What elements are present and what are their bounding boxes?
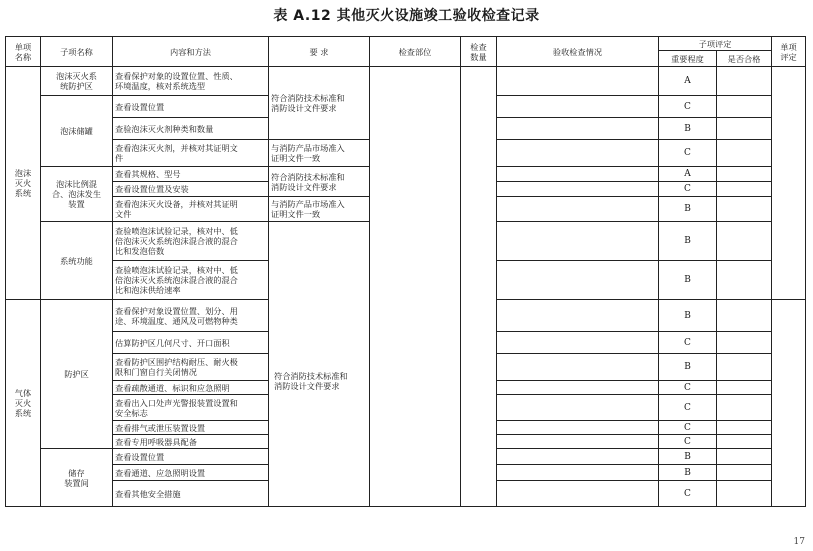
qualified-cell (717, 197, 772, 222)
importance-grade: A (659, 167, 717, 182)
header-eval-group: 子项评定 (659, 37, 772, 51)
content-cell: 查验泡沫灭火剂种类和数量 (113, 118, 269, 140)
content-cell: 查看疏散通道、标识和应急照明 (113, 381, 269, 395)
qualified-cell (717, 167, 772, 182)
qualified-cell (717, 261, 772, 300)
content-cell: 查看通道、应急照明设置 (113, 465, 269, 481)
importance-grade: B (659, 300, 717, 332)
qualified-cell (717, 332, 772, 354)
qualified-cell (717, 435, 772, 449)
situation-cell (497, 395, 659, 421)
inspection-record-table (5, 36, 806, 507)
content-cell: 查验喷泡沫试验记录，核对中、低 倍泡沫灭火系统泡沫混合液的混合 比和泡沫供给速率 (113, 261, 269, 300)
content-cell: 查看保护对象的设置位置、性质、 环境温度，核对系统选型 (113, 67, 269, 96)
item-eval-cell (772, 67, 806, 300)
situation-cell (497, 449, 659, 465)
content-cell: 查看设置位置 (113, 96, 269, 118)
importance-grade: B (659, 197, 717, 222)
content-cell: 查验喷泡沫试验记录，核对中、低 倍泡沫灭火系统泡沫混合液的混合 比和发泡倍数 (113, 222, 269, 261)
situation-cell (497, 67, 659, 96)
situation-cell (497, 261, 659, 300)
header-sub-name: 子项名称 (41, 37, 113, 67)
sub-name: 泡沫灭火系 统防护区 (41, 67, 113, 96)
importance-grade: B (659, 118, 717, 140)
content-cell: 查看其他安全措施 (113, 481, 269, 507)
importance-grade: C (659, 381, 717, 395)
sub-name: 泡沫储罐 (41, 96, 113, 167)
situation-cell (497, 197, 659, 222)
page-title: 表 A.12 其他灭火设施竣工验收检查记录 (273, 8, 540, 24)
importance-grade: C (659, 332, 717, 354)
page-number: 17 (793, 537, 805, 547)
content-cell: 查看其规格、型号 (113, 167, 269, 182)
importance-grade: C (659, 435, 717, 449)
content-cell: 查看出入口处声光警报装置设置和 安全标志 (113, 395, 269, 421)
sub-name: 储存 装置间 (41, 449, 113, 507)
location-cell (370, 67, 461, 507)
importance-grade: B (659, 449, 717, 465)
content-cell: 估算防护区几何尺寸、开口面积 (113, 332, 269, 354)
requirement-cell: 符合消防技术标准和 消防设计文件要求 (269, 67, 370, 140)
qualified-cell (717, 140, 772, 167)
situation-cell (497, 435, 659, 449)
header-importance: 重要程度 (659, 51, 717, 67)
qualified-cell (717, 182, 772, 197)
content-cell: 查看泡沫灭火剂，并核对其证明文 件 (113, 140, 269, 167)
situation-cell (497, 167, 659, 182)
requirement-cell: 符合消防技术标准和 消防设计文件要求 (269, 167, 370, 197)
situation-cell (497, 118, 659, 140)
qualified-cell (717, 354, 772, 381)
importance-grade: C (659, 96, 717, 118)
qualified-cell (717, 222, 772, 261)
sub-name: 防护区 (41, 300, 113, 449)
importance-grade: B (659, 261, 717, 300)
content-cell: 查看设置位置 (113, 449, 269, 465)
situation-cell (497, 300, 659, 332)
content-cell: 查看泡沫灭火设备，并核对其证明 文件 (113, 197, 269, 222)
importance-grade: C (659, 395, 717, 421)
content-cell: 查看防护区围护结构耐压、耐火极 限和门窗自行关闭情况 (113, 354, 269, 381)
sub-name: 系统功能 (41, 222, 113, 300)
situation-cell (497, 381, 659, 395)
qualified-cell (717, 449, 772, 465)
requirement-cell: 与消防产品市场准入 证明文件一致 (269, 197, 370, 222)
situation-cell (497, 332, 659, 354)
header-location: 检查部位 (370, 37, 461, 67)
importance-grade: C (659, 140, 717, 167)
importance-grade: B (659, 354, 717, 381)
situation-cell (497, 96, 659, 118)
situation-cell (497, 465, 659, 481)
qualified-cell (717, 395, 772, 421)
content-cell: 查看专用呼吸器具配备 (113, 435, 269, 449)
situation-cell (497, 182, 659, 197)
item-name-gas: 气体 灭火 系统 (6, 300, 41, 507)
count-cell (461, 67, 497, 507)
qualified-cell (717, 421, 772, 435)
content-cell: 查看保护对象设置位置、划分、用 途、环境温度、通风及可燃物种类 (113, 300, 269, 332)
situation-cell (497, 354, 659, 381)
qualified-cell (717, 96, 772, 118)
importance-grade: C (659, 182, 717, 197)
qualified-cell (717, 300, 772, 332)
header-requirement: 要 求 (269, 37, 370, 67)
requirement-cell: 与消防产品市场准入 证明文件一致 (269, 140, 370, 167)
importance-grade: C (659, 481, 717, 507)
qualified-cell (717, 381, 772, 395)
situation-cell (497, 222, 659, 261)
sub-name: 泡沫比例混 合、泡沫发生 装置 (41, 167, 113, 222)
importance-grade: C (659, 421, 717, 435)
importance-grade: A (659, 67, 717, 96)
situation-cell (497, 140, 659, 167)
qualified-cell (717, 481, 772, 507)
importance-grade: B (659, 222, 717, 261)
qualified-cell (717, 118, 772, 140)
header-item-name: 单项 名称 (6, 37, 41, 67)
header-content: 内容和方法 (113, 37, 269, 67)
header-qualified: 是否合格 (717, 51, 772, 67)
importance-grade: B (659, 465, 717, 481)
content-cell: 查看排气或泄压装置设置 (113, 421, 269, 435)
header-item-eval: 单项 评定 (772, 37, 806, 67)
situation-cell (497, 421, 659, 435)
qualified-cell (717, 67, 772, 96)
situation-cell (497, 481, 659, 507)
qualified-cell (717, 465, 772, 481)
content-cell: 查看设置位置及安装 (113, 182, 269, 197)
header-count: 检查 数量 (461, 37, 497, 67)
header-situation: 验收检查情况 (497, 37, 659, 67)
item-eval-cell (772, 300, 806, 507)
item-name-foam: 泡沫 灭火 系统 (6, 67, 41, 300)
requirement-cell (269, 222, 370, 507)
gas-requirement-text: 符合消防技术标准和 消防设计文件要求 (274, 371, 348, 391)
